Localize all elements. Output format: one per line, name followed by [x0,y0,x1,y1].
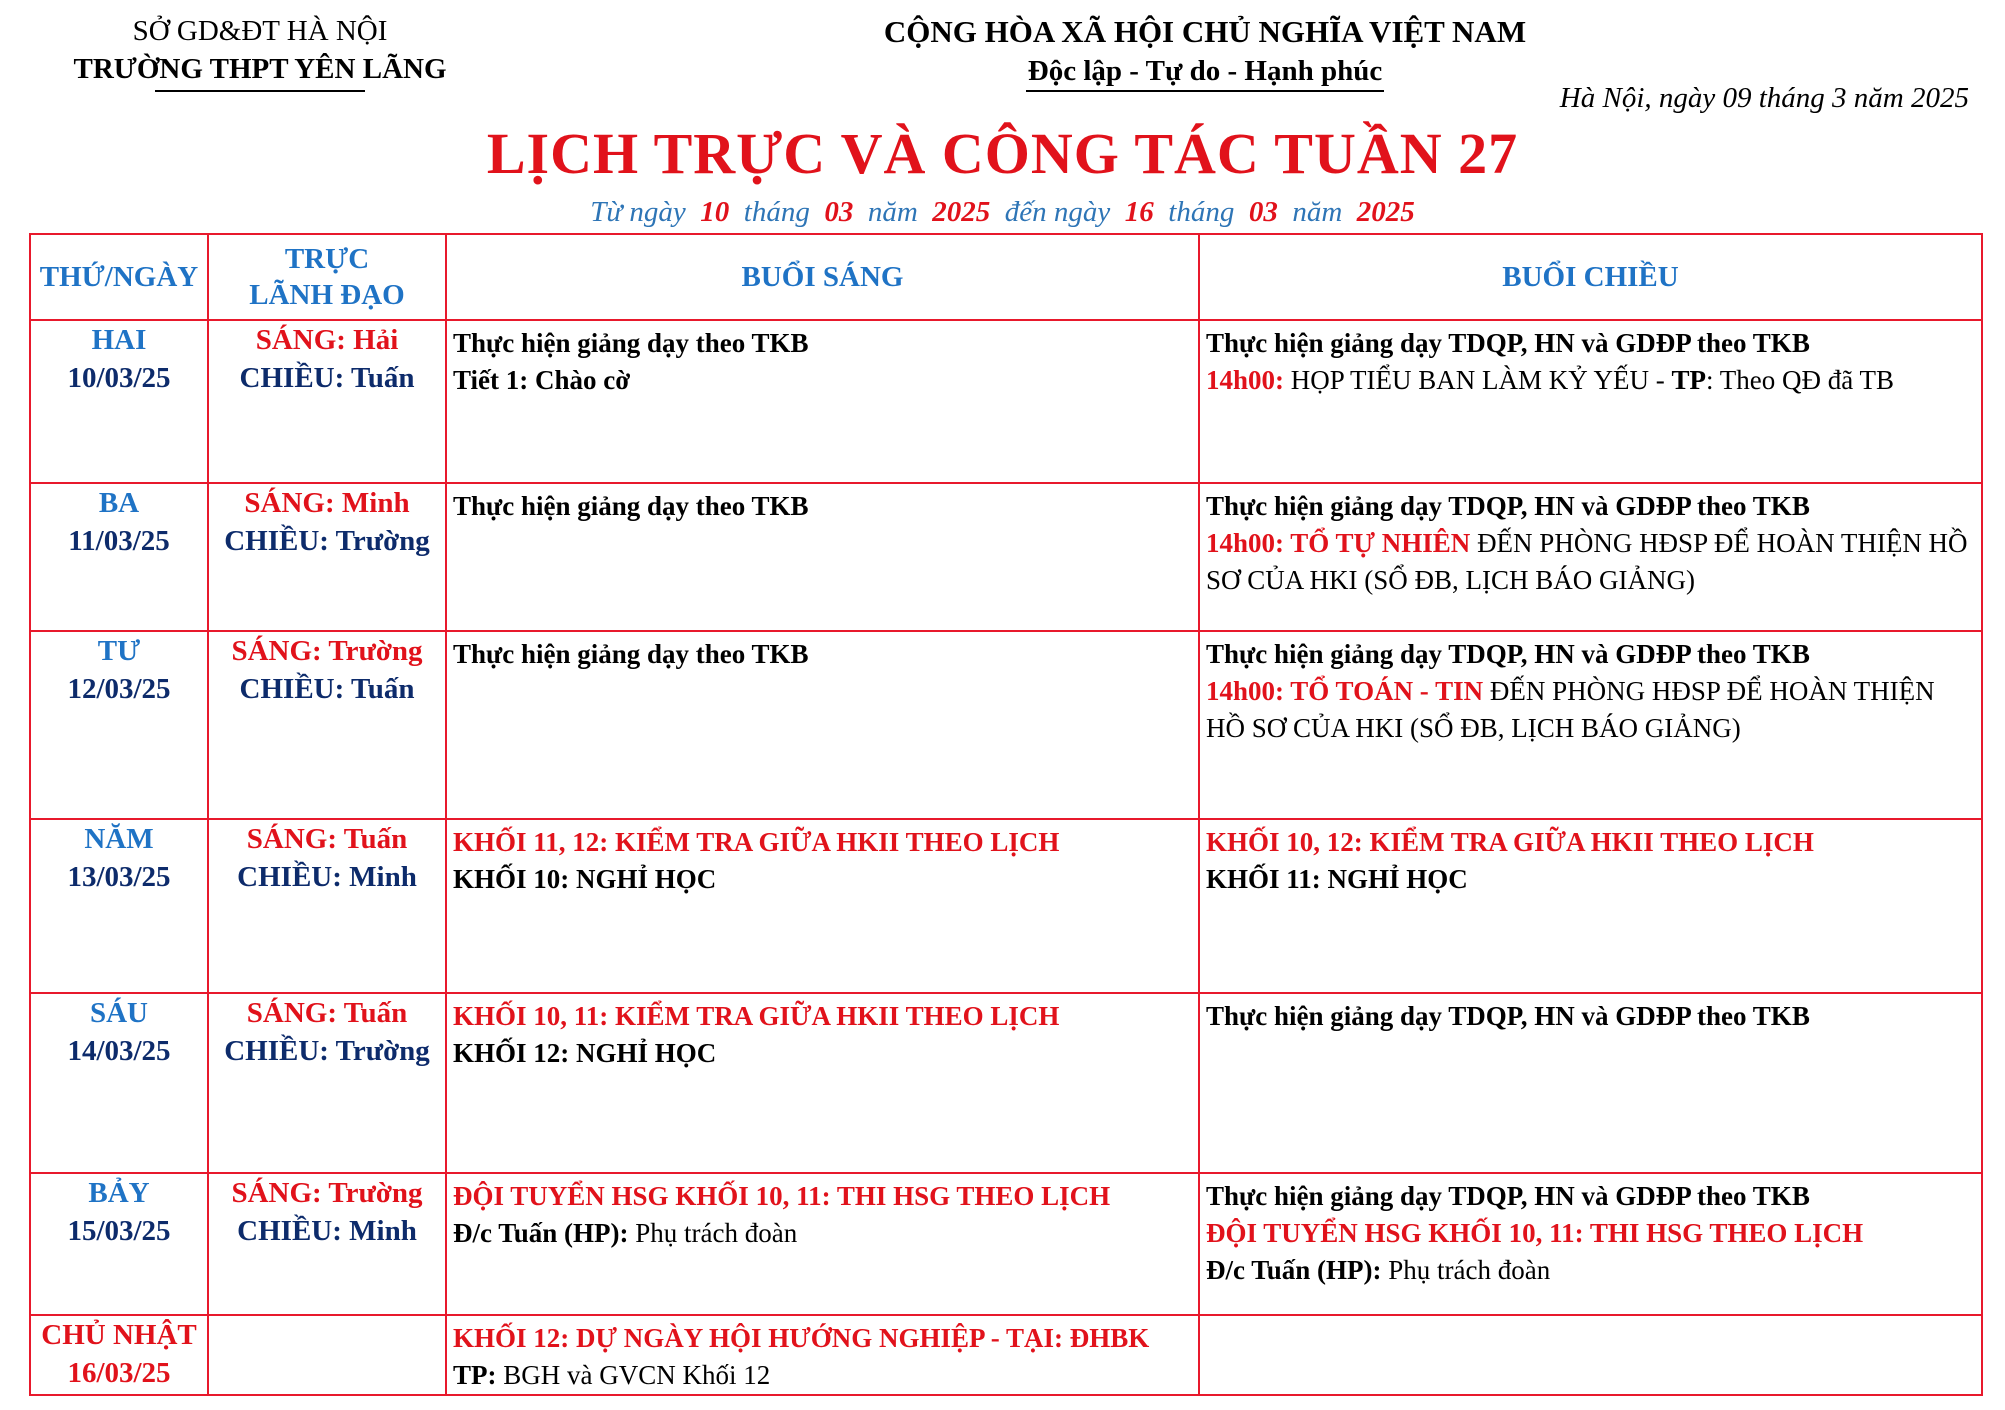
duty-morning-label: SÁNG: [231,1177,322,1209]
day-cell [30,631,208,819]
duty-morning [209,1174,445,1212]
afternoon-line [1206,362,1975,399]
duty-cell [208,631,446,819]
schedule-table [29,233,1983,1396]
tp-text: : Theo QĐ đã TB [1706,365,1895,395]
event-text: ĐẾN PHÒNG HĐSP ĐỂ HOÀN THIỆN HỒ SƠ CỦA HKI (SỔ ĐB, LỊCH BÁO GIẢNG) [1206,528,1968,595]
duty-afternoon-name: Tuấn [351,362,415,394]
duty-afternoon-label: CHIỀU: [239,673,345,705]
duty-morning-label: SÁNG: [246,823,338,855]
morning-line: ĐỘI TUYỂN HSG KHỐI 10, 11: THI HSG THEO LỊCH [453,1181,1111,1211]
to-label: đến ngày [1004,196,1111,228]
issuer-block [20,12,500,92]
day-date: 13/03/25 [67,861,171,893]
morning-line: KHỐI 10, 11: KIỂM TRA GIỮA HKII THEO LỊCH [453,1001,1060,1031]
afternoon-cell [1199,320,1982,483]
day-date: 16/03/25 [67,1357,171,1389]
duty-morning-name: Minh [341,487,410,519]
afternoon-line: Thực hiện giảng dạy TDQP, HN và GDĐP theo TKB [1206,1181,1810,1211]
afternoon-cell [1199,1315,1982,1395]
from-year: 2025 [932,196,991,228]
duty-morning-name: Trường [328,1177,423,1209]
duty-cell [208,993,446,1173]
duty-cell [208,320,446,483]
month-label-2: tháng [1168,196,1235,228]
year-label-1: năm [867,196,918,228]
event-text: ĐẾN PHÒNG HĐSP ĐỂ HOÀN THIỆN HỒ SƠ CỦA HKI (SỔ ĐB, LỊCH BÁO GIẢNG) [1206,676,1935,743]
col-header-afternoon: BUỔI CHIỀU [1199,234,1982,320]
afternoon-cell [1199,631,1982,819]
morning-cell [446,631,1199,819]
afternoon-line: Thực hiện giảng dạy TDQP, HN và GDĐP theo TKB [1206,1001,1810,1031]
day-name: SÁU [89,997,148,1029]
col-header-morning: BUỔI SÁNG [446,234,1199,320]
national-header [780,12,1630,92]
tp-label: TP [1671,365,1707,395]
duty-cell [208,1173,446,1315]
from-month: 03 [824,196,854,228]
duty-cell [208,483,446,631]
duty-afternoon [209,670,445,708]
day-name: BA [98,487,140,519]
page-title: LỊCH TRỰC VÀ CÔNG TÁC TUẦN 27 [486,121,1519,186]
duty-morning-label: SÁNG: [246,997,338,1029]
morning-line: Thực hiện giảng dạy theo TKB [453,639,809,669]
duty-afternoon [209,522,445,560]
school-underline [155,90,365,92]
day-cell [30,320,208,483]
table-row [30,1315,1982,1395]
morning-line [453,1357,1192,1394]
duty-morning [209,484,445,522]
duty-afternoon-name: Minh [349,1215,417,1247]
table-row [30,631,1982,819]
duty-morning-name: Tuấn [343,823,408,855]
person-in-charge: Đ/c Tuấn (HP): [453,1218,629,1248]
morning-cell [446,320,1199,483]
morning-cell [446,1315,1199,1395]
event-time: 14h00: [1206,365,1285,395]
duty-morning-label: SÁNG: [255,324,346,356]
afternoon-line: Thực hiện giảng dạy TDQP, HN và GDĐP theo TKB [1206,491,1810,521]
morning-cell [446,819,1199,993]
duty-afternoon [209,1032,445,1070]
day-cell [30,483,208,631]
morning-line [453,1215,1192,1252]
to-year: 2025 [1356,196,1415,228]
table-row [30,1173,1982,1315]
school-name: TRƯỜNG THPT YÊN LÃNG [73,53,447,85]
morning-line: KHỐI 11, 12: KIỂM TRA GIỮA HKII THEO LỊCH [453,827,1060,857]
duty-morning [209,321,445,359]
afternoon-line: Thực hiện giảng dạy TDQP, HN và GDĐP theo TKB [1206,639,1810,669]
day-name: CHỦ NHẬT [41,1319,197,1351]
col-header-day: THỨ/NGÀY [30,234,208,320]
day-name: NĂM [84,823,154,855]
morning-line: Tiết 1: Chào cờ [453,365,631,395]
table-row [30,993,1982,1173]
duty-morning-label: SÁNG: [244,487,335,519]
afternoon-line: KHỐI 10, 12: KIỂM TRA GIỮA HKII THEO LỊCH [1206,827,1814,857]
duty-afternoon-name: Trường [335,525,430,557]
morning-line: KHỐI 10: NGHỈ HỌC [453,864,717,894]
duty-afternoon-label: CHIỀU: [237,861,342,893]
col-header-duty [208,234,446,320]
day-cell [30,993,208,1173]
duty-cell [208,1315,446,1395]
to-month: 03 [1248,196,1278,228]
from-label: Từ ngày [590,196,686,228]
day-cell [30,1173,208,1315]
duty-afternoon-label: CHIỀU: [224,525,329,557]
day-date: 15/03/25 [67,1215,171,1247]
tp-text: BGH và GVCN Khối 12 [496,1360,771,1390]
day-cell [30,1315,208,1395]
day-name: HAI [91,324,147,356]
department-name: SỞ GD&ĐT HÀ NỘI [132,15,388,47]
duty-afternoon-label: CHIỀU: [224,1035,329,1067]
event-time: 14h00: TỔ TOÁN - TIN [1206,676,1484,706]
duty-morning [209,632,445,670]
morning-line: Thực hiện giảng dạy theo TKB [453,328,809,358]
afternoon-line: ĐỘI TUYỂN HSG KHỐI 10, 11: THI HSG THEO LỊCH [1206,1218,1864,1248]
duty-afternoon-name: Trường [335,1035,430,1067]
day-name: BẢY [88,1177,150,1209]
duty-morning-name: Trường [328,635,423,667]
morning-cell [446,993,1199,1173]
nation-motto: Độc lập - Tự do - Hạnh phúc [1026,52,1385,92]
duty-afternoon [209,858,445,896]
table-row [30,320,1982,483]
afternoon-line [1206,673,1975,747]
morning-line: KHỐI 12: NGHỈ HỌC [453,1038,717,1068]
date-range [0,196,2005,229]
duty-afternoon-name: Minh [349,861,417,893]
afternoon-cell [1199,819,1982,993]
day-cell [30,819,208,993]
afternoon-line: KHỐI 11: NGHỈ HỌC [1206,864,1468,894]
person-role: Phụ trách đoàn [628,1218,798,1248]
col-header-duty-line2: LÃNH ĐẠO [249,279,405,311]
day-date: 10/03/25 [67,362,171,394]
day-date: 14/03/25 [67,1035,171,1067]
table-header-row [30,234,1982,320]
table-row [30,819,1982,993]
morning-line: KHỐI 12: DỰ NGÀY HỘI HƯỚNG NGHIỆP - TẠI: ĐHBK [453,1323,1150,1353]
duty-afternoon-label: CHIỀU: [239,362,345,394]
person-role: Phụ trách đoàn [1381,1255,1551,1285]
day-date: 12/03/25 [67,673,171,705]
duty-morning-name: Tuấn [343,997,408,1029]
duty-morning-label: SÁNG: [231,635,322,667]
from-day: 10 [700,196,730,228]
duty-cell [208,819,446,993]
day-date: 11/03/25 [68,525,170,557]
afternoon-cell [1199,1173,1982,1315]
event-time: 14h00: TỔ TỰ NHIÊN [1206,528,1471,558]
afternoon-line [1206,525,1975,599]
morning-cell [446,1173,1199,1315]
morning-line: Thực hiện giảng dạy theo TKB [453,491,809,521]
event-text: HỌP TIỂU BAN LÀM KỶ YẾU - [1284,365,1672,395]
afternoon-line: Thực hiện giảng dạy TDQP, HN và GDĐP theo TKB [1206,328,1810,358]
nation-title: CỘNG HÒA XÃ HỘI CHỦ NGHĨA VIỆT NAM [883,14,1527,49]
duty-morning [209,820,445,858]
year-label-2: năm [1292,196,1343,228]
tp-label: TP: [453,1360,497,1390]
month-label-1: tháng [743,196,810,228]
person-in-charge: Đ/c Tuấn (HP): [1206,1255,1382,1285]
afternoon-cell [1199,993,1982,1173]
afternoon-line [1206,1252,1975,1289]
table-row [30,483,1982,631]
day-name: TƯ [97,635,141,667]
duty-afternoon-name: Tuấn [351,673,415,705]
place-date: Hà Nội, ngày 09 tháng 3 năm 2025 [1559,82,1969,114]
duty-morning-name: Hải [353,324,399,356]
duty-afternoon-label: CHIỀU: [237,1215,342,1247]
duty-morning [209,994,445,1032]
to-day: 16 [1124,196,1154,228]
duty-afternoon [209,359,445,397]
morning-cell [446,483,1199,631]
col-header-duty-line1: TRỰC [284,243,370,275]
afternoon-cell [1199,483,1982,631]
duty-afternoon [209,1212,445,1250]
